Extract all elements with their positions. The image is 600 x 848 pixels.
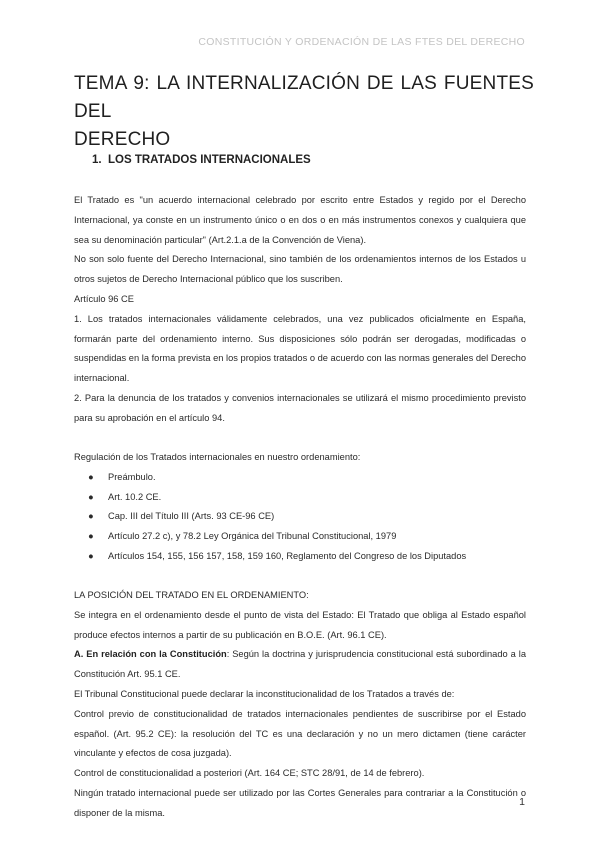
bullet-icon: ● xyxy=(88,491,94,502)
list-item-text: Art. 10.2 CE. xyxy=(108,491,162,502)
list-item xyxy=(74,547,526,567)
list-item xyxy=(74,507,526,527)
bullet-icon: ● xyxy=(88,472,94,483)
running-header: CONSTITUCIÓN Y ORDENACIÓN DE LAS FTES DEL DERECHO xyxy=(198,36,525,48)
document-body xyxy=(74,191,526,823)
paragraph-tc-control-intro: El Tribunal Constitucional puede declarar la inconstitucionalidad de los Tratados a través de: xyxy=(74,688,455,699)
list-item xyxy=(74,468,526,488)
paragraph-source-of-law: No son solo fuente del Derecho Internacional, sino también de los ordenamientos internos de los Estados u otros sujetos de Derecho Internacional público que los suscriben. xyxy=(74,254,526,285)
constitution-relation-text: : Según la doctrina y jurisprudencia constitucional está subordinado a la Constitución Art. 95.1 CE. xyxy=(74,649,526,680)
regulation-list xyxy=(74,468,526,566)
list-item xyxy=(74,488,526,508)
paragraph-cortes-limit: Ningún tratado internacional puede ser utilizado por las Cortes Generales para contrariar a la Constitución o disponer de la misma. xyxy=(74,787,526,818)
page-title-line-1: TEMA 9: LA INTERNALIZACIÓN DE LAS FUENTES DEL xyxy=(74,73,534,122)
bullet-icon: ● xyxy=(88,550,94,561)
list-item-text: Artículos 154, 155, 156 157, 158, 159 160, Reglamento del Congreso de los Diputados xyxy=(108,550,467,561)
paragraph-prior-control: Control previo de constitucionalidad de tratados internacionales pendientes de suscribirse por el Estado español. (Art. 95.2 CE): la resolución del TC es una declaración y no un mero dictamen (tiene carácter vinculante y efectos de cosa juzgada). xyxy=(74,708,526,759)
section-number: 1. xyxy=(92,154,102,166)
section-heading xyxy=(92,154,311,166)
paragraph-treaty-definition: El Tratado es "un acuerdo internacional celebrado por escrito entre Estados y regido por el Derecho Internacional, ya conste en un instrumento único o en dos o en más instrumentos conexos y cualquiera que sea su denominación particular" (Art.2.1.a de la Convención de Viena). xyxy=(74,195,526,245)
paragraph-posterior-control: Control de constitucionalidad a posteriori (Art. 164 CE; STC 28/91, de 14 de febrero). xyxy=(74,768,425,779)
paragraph-article-96-1: 1. Los tratados internacionales válidamente celebrados, una vez publicados oficialmente en España, formarán parte del ordenamiento interno. Sus disposiciones sólo podrán ser derogadas, modificadas o suspendidas en la forma prevista en los propios tratados o de acuerdo con las normas generales del Derecho internacional. xyxy=(74,313,526,384)
spacer xyxy=(74,566,526,586)
list-item xyxy=(74,527,526,547)
bullet-icon: ● xyxy=(88,511,94,522)
page-number: 1 xyxy=(519,796,525,808)
paragraph-article-96-heading: Artículo 96 CE xyxy=(74,293,134,304)
bullet-icon: ● xyxy=(88,530,94,541)
section-title: LOS TRATADOS INTERNACIONALES xyxy=(107,154,311,166)
constitution-relation-label: A. En relación con la Constitución xyxy=(74,649,227,660)
page-title-line-2: DERECHO xyxy=(74,129,171,150)
list-item-text: Artículo 27.2 c), y 78.2 Ley Orgánica del Tribunal Constitucional, 1979 xyxy=(108,530,397,541)
paragraph-position-heading: LA POSICIÓN DEL TRATADO EN EL ORDENAMIENTO: xyxy=(74,589,309,600)
paragraph-regulation-intro: Regulación de los Tratados internacionales en nuestro ordenamiento: xyxy=(74,452,361,463)
paragraph-constitution-relation xyxy=(74,645,526,685)
page-title xyxy=(74,70,534,154)
paragraph-integration: Se integra en el ordenamiento desde el punto de vista del Estado: El Tratado que obliga al Estado español produce efectos internos a partir de su publicación en B.O.E. (Art. 96.1 CE). xyxy=(74,609,526,640)
list-item-text: Cap. III del Título III (Arts. 93 CE-96 CE) xyxy=(108,511,275,522)
list-item-text: Preámbulo. xyxy=(108,472,156,483)
spacer xyxy=(74,429,526,449)
paragraph-article-96-2: 2. Para la denuncia de los tratados y convenios internacionales se utilizará el mismo procedimiento previsto para su aprobación en el artículo 94. xyxy=(74,392,526,423)
